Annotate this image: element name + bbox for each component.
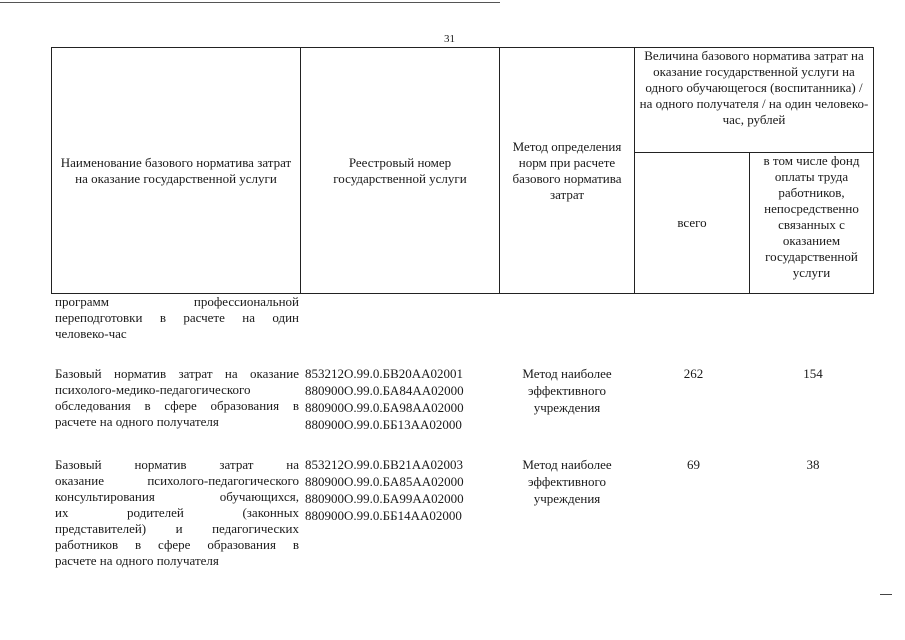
continuation-text [55,294,299,342]
row-2-name-line: их родителей (законных [55,505,299,520]
continuation-line: программ профессиональной [55,294,299,309]
row-2-name-line: Базовый норматив затрат на [55,457,299,472]
row-2-name [55,457,299,569]
registry-code: 853212О.99.0.БВ21АА02003 [305,457,464,472]
registry-code: 880900О.99.0.БА98АА02000 [305,400,464,415]
row-1-name [55,366,299,430]
row-1-name-line: расчете на одного получателя [55,414,219,429]
header-total-column: всего [635,153,750,294]
top-rule [0,2,500,3]
row-1-name-line: Базовый норматив затрат на оказание [55,366,299,381]
header-value-group: Величина базового норматива затрат на оказание государственной услуги на одного обучающегося (воспитанника) / на одного получателя / на один человеко-час, рублей [635,48,874,153]
row-2-name-line: консультирования обучающихся, [55,489,299,504]
row-1-method: Метод наиболее эффективного учреждения [522,366,612,415]
row-2-total: 69 [687,457,700,472]
header-method-column: Метод определения норм при расчете базового норматива затрат [500,48,635,294]
row-2-name-line: работников в сфере образования в [55,537,299,552]
row-1-registry-codes [305,365,500,433]
registry-code: 880900О.99.0.ББ13АА02000 [305,417,462,432]
page-number: 31 [444,33,455,45]
registry-code: 880900О.99.0.БА85АА02000 [305,474,464,489]
registry-code: 880900О.99.0.БА99АА02000 [305,491,464,506]
row-1-name-line: психолого-медико-педагогического [55,382,251,397]
header-registry-column: Реестровый номер государственной услуги [301,48,500,294]
row-2-name-line: оказание психолого-педагогического [55,473,299,488]
row-2-registry-codes [305,456,500,524]
edge-mark [880,594,892,595]
row-1-name-line: обследования в сфере образования в [55,398,299,413]
registry-code: 880900О.99.0.ББ14АА02000 [305,508,462,523]
row-2-name-line: расчете на одного получателя [55,553,219,568]
header-table [51,47,874,294]
header-name-column: Наименование базового норматива затрат на оказание государственной услуги [52,48,301,294]
row-1-pay: 154 [803,366,823,381]
header-pay-column: в том числе фонд оплаты труда работников, непосредственно связанных с оказанием государственной услуги [750,153,874,294]
row-2-pay: 38 [806,457,820,472]
continuation-line: переподготовки в расчете на один [55,310,299,325]
registry-code: 880900О.99.0.БА84АА02000 [305,383,464,398]
row-1-total: 262 [683,366,704,381]
row-2-name-line: представителей) и педагогических [55,521,299,536]
row-2-method: Метод наиболее эффективного учреждения [522,457,612,506]
continuation-line: человеко-час [55,326,127,341]
registry-code: 853212О.99.0.БВ20АА02001 [305,366,464,381]
